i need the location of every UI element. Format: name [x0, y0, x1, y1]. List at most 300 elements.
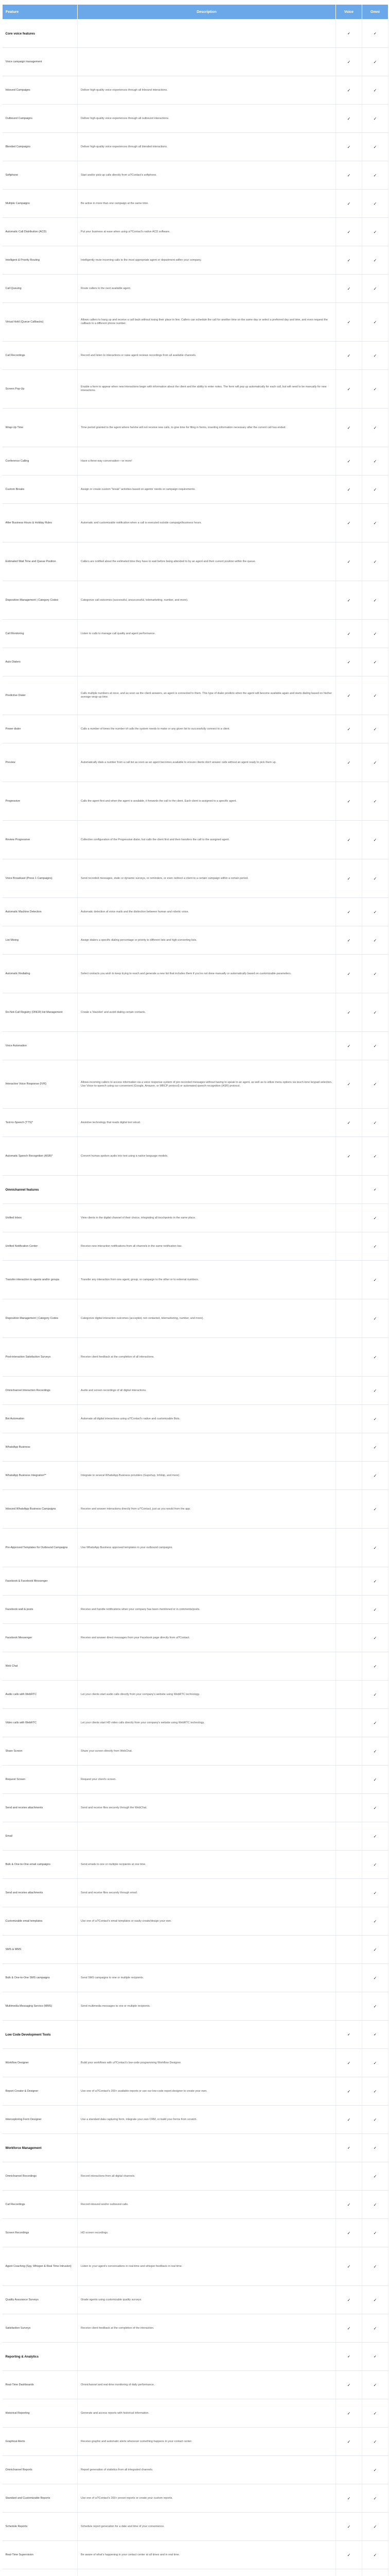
feature-description	[78, 1176, 336, 1204]
table-row	[3, 2247, 388, 2286]
feature-name: Historical Reporting	[3, 2399, 78, 2428]
feature-description: Use one of ui?Contact's email templates or easily create/design your own.	[78, 1907, 336, 1936]
feature-name: Screen Recordings	[3, 2219, 78, 2247]
feature-name: Inbound WhatsApp Business Campaigns	[3, 1490, 78, 1529]
table-row	[3, 1964, 388, 1992]
table-row	[3, 2219, 388, 2247]
table-row	[3, 2371, 388, 2399]
omni-check-icon: ✓	[362, 1907, 388, 1936]
feature-description: Be active in more than one campaign at the same time.	[78, 190, 336, 218]
feature-name: Voice campaign management	[3, 48, 78, 76]
voice-check-icon: ✓	[336, 821, 362, 859]
voice-check-icon: ✓	[336, 1060, 362, 1109]
table-row	[3, 48, 388, 76]
feature-name: Bulk & One-to-One email campaigns	[3, 1851, 78, 1879]
voice-check-icon	[336, 2569, 362, 2576]
feature-description: Schedule report generation for a date and time of your convenience.	[78, 2513, 336, 2541]
omni-check-icon: ✓	[362, 821, 388, 859]
feature-name: Satisfaction Surveys	[3, 2314, 78, 2343]
omni-check-icon: ✓	[362, 1794, 388, 1822]
voice-check-icon: ✓	[336, 2399, 362, 2428]
table-row	[3, 246, 388, 275]
voice-check-icon: ✓	[336, 543, 362, 581]
omni-check-icon: ✓	[362, 926, 388, 955]
feature-name: Omnichannel Recordings	[3, 2162, 78, 2191]
voice-check-icon	[336, 1567, 362, 1596]
table-row	[3, 620, 388, 648]
voice-check-icon	[336, 1338, 362, 1377]
omni-check-icon: ✓	[362, 1176, 388, 1204]
omni-check-icon: ✓	[362, 543, 388, 581]
feature-description: Use one of ui?Contact's 200+ available reports or use our low-code report designer to create your own.	[78, 2077, 336, 2106]
voice-check-icon: ✓	[336, 2191, 362, 2219]
feature-name: Transfer interaction to agents and/or groups	[3, 1261, 78, 1299]
omni-check-icon: ✓	[362, 1737, 388, 1766]
feature-description: Send and receive files securely through the WebChat.	[78, 1794, 336, 1822]
table-row	[3, 743, 388, 782]
omni-check-icon: ✓	[362, 1624, 388, 1652]
table-row	[3, 2456, 388, 2484]
voice-check-icon: ✓	[336, 2286, 362, 2314]
feature-name: Call Monitoring	[3, 620, 78, 648]
omni-check-icon: ✓	[362, 1766, 388, 1794]
feature-description: Listen to calls to manage call quality and agent performance.	[78, 620, 336, 648]
feature-description: Let your clients start HD video calls directly from your company's website using WebRTC technology.	[78, 1709, 336, 1737]
omni-check-icon: ✓	[362, 76, 388, 105]
table-row	[3, 782, 388, 821]
feature-description: Have a three-way conversation—or more!	[78, 447, 336, 476]
omni-check-icon: ✓	[362, 1338, 388, 1377]
voice-check-icon: ✓	[336, 76, 362, 105]
table-row	[3, 2399, 388, 2428]
feature-name: Voice Broadcast (Press 1 Campaigns)	[3, 859, 78, 898]
omni-check-icon: ✓	[362, 743, 388, 782]
table-row	[3, 2484, 388, 2513]
voice-check-icon: ✓	[336, 2077, 362, 2106]
omni-check-icon: ✓	[362, 1137, 388, 1176]
omni-check-icon: ✓	[362, 2049, 388, 2077]
feature-description	[78, 2134, 336, 2162]
omni-check-icon: ✓	[362, 1879, 388, 1907]
omni-check-icon: ✓	[362, 1490, 388, 1529]
table-row	[3, 1462, 388, 1490]
feature-name: Text-to-Speech (TTS)*	[3, 1109, 78, 1137]
voice-check-icon: ✓	[336, 648, 362, 676]
feature-name: Virtual Hold (Queue Callbacks)	[3, 303, 78, 342]
table-row	[3, 1681, 388, 1709]
table-row	[3, 926, 388, 955]
omni-check-icon: ✓	[362, 1109, 388, 1137]
voice-check-icon: ✓	[336, 476, 362, 504]
voice-check-icon	[336, 1964, 362, 1992]
table-row	[3, 1624, 388, 1652]
header-description: Description	[78, 5, 336, 20]
table-row	[3, 447, 388, 476]
table-row	[3, 648, 388, 676]
voice-check-icon	[336, 1377, 362, 1405]
feature-name: Web Chat	[3, 1652, 78, 1681]
table-row	[3, 1596, 388, 1624]
table-row	[3, 476, 388, 504]
omni-check-icon: ✓	[362, 1964, 388, 1992]
feature-description: Calls multiple numbers at once, and as soon as the client answers, an agent is connected to them. This type of dialer predicts when the agent will become available again and starts dialing based on his/her average wrap-up time.	[78, 676, 336, 715]
feature-description: Categorize call outcomes (successful, unsuccessful, telemarketing, number, and more).	[78, 581, 336, 620]
voice-check-icon: ✓	[336, 859, 362, 898]
feature-name: Preview	[3, 743, 78, 782]
feature-description: Receive client feedback at the completion of all interactions.	[78, 1338, 336, 1377]
feature-name: Intelligent & Priority Routing	[3, 246, 78, 275]
voice-check-icon: ✓	[336, 218, 362, 246]
omni-check-icon: ✓	[362, 342, 388, 370]
table-row	[3, 2049, 388, 2077]
omni-check-icon: ✓	[362, 1261, 388, 1299]
table-row	[3, 1377, 388, 1405]
feature-description: Calls a number of times the number of calls the system needs to make or any given list to successfully connect to a client.	[78, 715, 336, 743]
omni-check-icon: ✓	[362, 20, 388, 48]
feature-description	[78, 1936, 336, 1964]
voice-check-icon	[336, 1462, 362, 1490]
header-feature: Feature	[3, 5, 78, 20]
feature-description: Request your client's screen.	[78, 1766, 336, 1794]
feature-description	[78, 1567, 336, 1596]
table-row	[3, 1851, 388, 1879]
feature-description	[78, 48, 336, 76]
voice-check-icon	[336, 2456, 362, 2484]
feature-name: Customizable email templates	[3, 1907, 78, 1936]
feature-name: Interactive Voice Response (IVR)	[3, 1060, 78, 1109]
table-row	[3, 161, 388, 190]
feature-name: Disposition Management | Category Codes	[3, 1299, 78, 1338]
feature-description: Route callers to the next available agent.	[78, 275, 336, 303]
feature-description: Generate and access reports with historical information.	[78, 2399, 336, 2428]
voice-check-icon	[336, 1992, 362, 2021]
voice-check-icon	[336, 1879, 362, 1907]
feature-name: Audio calls with WebRTC	[3, 1681, 78, 1709]
table-row	[3, 190, 388, 218]
feature-name: Voice Automation	[3, 1032, 78, 1060]
table-row	[3, 409, 388, 447]
omni-check-icon: ✓	[362, 190, 388, 218]
feature-description: Select contacts you wish to keep trying to reach and generate a new list that includes them if you've not done manually or automatically based on customizable parameters.	[78, 955, 336, 993]
voice-check-icon	[336, 1299, 362, 1338]
voice-check-icon: ✓	[336, 2513, 362, 2541]
feature-name: Real-Time Dashboards	[3, 2371, 78, 2399]
voice-check-icon: ✓	[336, 190, 362, 218]
voice-check-icon	[336, 1766, 362, 1794]
table-row	[3, 1204, 388, 1232]
feature-description: Calls the agent first and when the agent is available, it forwards the call to the client. Each client is assigned to a specific agent.	[78, 782, 336, 821]
omni-check-icon: ✓	[362, 1232, 388, 1261]
section-title: Reporting & Analytics	[3, 2343, 78, 2371]
voice-check-icon: ✓	[336, 2219, 362, 2247]
feature-name: Graphical Alerts	[3, 2428, 78, 2456]
voice-check-icon: ✓	[336, 581, 362, 620]
omni-check-icon: ✓	[362, 2371, 388, 2399]
voice-check-icon	[336, 1737, 362, 1766]
omni-check-icon: ✓	[362, 620, 388, 648]
table-row	[3, 105, 388, 133]
voice-check-icon: ✓	[336, 342, 362, 370]
table-row	[3, 1709, 388, 1737]
voice-check-icon: ✓	[336, 2134, 362, 2162]
voice-check-icon: ✓	[336, 2314, 362, 2343]
feature-description: Assistive technology that reads digital text aloud.	[78, 1109, 336, 1137]
feature-description: Send emails to one or multiple recipients at one time.	[78, 1851, 336, 1879]
feature-name: Email	[3, 1822, 78, 1851]
voice-check-icon: ✓	[336, 370, 362, 409]
omni-check-icon: ✓	[362, 715, 388, 743]
omni-check-icon: ✓	[362, 2191, 388, 2219]
table-row	[3, 1338, 388, 1377]
table-row	[3, 1652, 388, 1681]
header-plan-voice: Voice	[336, 5, 362, 20]
voice-check-icon: ✓	[336, 2371, 362, 2399]
feature-description: Receive graphic and automatic alerts whenever something happens in your contact center.	[78, 2428, 336, 2456]
table-row	[3, 1490, 388, 1529]
feature-description	[78, 2569, 336, 2576]
table-row	[3, 1032, 388, 1060]
feature-name: Automatic Call Distribution (ACD)	[3, 218, 78, 246]
feature-description: Report generation of statistics from all integrated channels.	[78, 2456, 336, 2484]
voice-check-icon: ✓	[336, 898, 362, 926]
feature-description: Share your screen directly from WebChat.	[78, 1737, 336, 1766]
table-row	[3, 1529, 388, 1567]
omni-check-icon: ✓	[362, 898, 388, 926]
feature-name: Call Queuing	[3, 275, 78, 303]
table-header-row	[3, 5, 388, 20]
feature-name: Interceptoring Form Designer	[3, 2106, 78, 2134]
feature-description: Automatic and customizable notification when a call is executed outside campaign/business hours.	[78, 504, 336, 543]
voice-check-icon: ✓	[336, 409, 362, 447]
voice-check-icon	[336, 2162, 362, 2191]
voice-check-icon	[336, 1681, 362, 1709]
table-row	[3, 1405, 388, 1433]
voice-check-icon: ✓	[336, 275, 362, 303]
omni-check-icon: ✓	[362, 303, 388, 342]
voice-check-icon	[336, 1232, 362, 1261]
voice-check-icon	[336, 1822, 362, 1851]
voice-check-icon: ✓	[336, 105, 362, 133]
feature-description: Collective configuration of the Progressive dialer, but calls the client first and then transfers the call to the assigned agent.	[78, 821, 336, 859]
voice-check-icon	[336, 1204, 362, 1232]
table-row	[3, 1299, 388, 1338]
voice-check-icon	[336, 1851, 362, 1879]
feature-description: Deliver high-quality voice experiences through all Inbound interactions.	[78, 76, 336, 105]
feature-description: Use one of ui?Contact's 200+ preset reports or create your custom reports.	[78, 2484, 336, 2513]
omni-check-icon: ✓	[362, 1567, 388, 1596]
voice-check-icon	[336, 1261, 362, 1299]
voice-check-icon: ✓	[336, 2106, 362, 2134]
feature-name: Auto Dialers	[3, 648, 78, 676]
table-row	[3, 2569, 388, 2576]
table-row	[3, 1737, 388, 1766]
voice-check-icon: ✓	[336, 1109, 362, 1137]
feature-description: Send and receive files securely through email.	[78, 1879, 336, 1907]
omni-check-icon: ✓	[362, 246, 388, 275]
feature-name: Facebook wall & posts	[3, 1596, 78, 1624]
feature-description: Callers are notified about the estimated time they have to wait before being attended to by an agent and their current position within the queue.	[78, 543, 336, 581]
feature-name: Softphone	[3, 161, 78, 190]
voice-check-icon	[336, 1907, 362, 1936]
omni-check-icon: ✓	[362, 409, 388, 447]
feature-description: Omnichannel and real-time monitoring of daily performance.	[78, 2371, 336, 2399]
omni-check-icon: ✓	[362, 1681, 388, 1709]
omni-check-icon: ✓	[362, 1936, 388, 1964]
feature-description: Automatic detection of voice mails and the distinction between human and robotic voice.	[78, 898, 336, 926]
feature-description	[78, 648, 336, 676]
feature-description: Receive client feedback at the completion of the interaction.	[78, 2314, 336, 2343]
feature-description: Categorize digital interaction outcomes (accepted, not contacted, telemarketing, number, and more).	[78, 1299, 336, 1338]
feature-name: Omnichannel Interaction Recordings	[3, 1377, 78, 1405]
voice-check-icon: ✓	[336, 715, 362, 743]
feature-name: Request Screen	[3, 1766, 78, 1794]
feature-name: Send and receive attachments	[3, 1794, 78, 1822]
feature-description: Allows incoming callers to access information via a voice response system of pre-recorded messages without having to speak to an agent, as well as to utilize menu options via touch-tone keypad selection. Use Voice-to-speech using our convenient (Google, Amazon, or MRCP protocol) or automated speech recognition (ASR) protocol.	[78, 1060, 336, 1109]
feature-name: Facebook & Facebook Messenger	[3, 1567, 78, 1596]
table-row	[3, 1109, 388, 1137]
omni-check-icon: ✓	[362, 133, 388, 161]
table-row	[3, 1232, 388, 1261]
feature-name: Predictive Dialer	[3, 676, 78, 715]
voice-check-icon: ✓	[336, 782, 362, 821]
header-plan-omni: Omni	[362, 5, 388, 20]
feature-name: Unified Notification Center	[3, 1232, 78, 1261]
voice-check-icon	[336, 1709, 362, 1737]
table-row	[3, 898, 388, 926]
table-row	[3, 370, 388, 409]
omni-check-icon: ✓	[362, 2343, 388, 2371]
section-row	[3, 2021, 388, 2049]
omni-check-icon: ✓	[362, 504, 388, 543]
feature-name: Blended Campaigns	[3, 133, 78, 161]
feature-description: Deliver high-quality voice experiences through all blended interactions.	[78, 133, 336, 161]
omni-check-icon: ✓	[362, 1529, 388, 1567]
feature-description	[78, 2021, 336, 2049]
omni-check-icon: ✓	[362, 105, 388, 133]
feature-name: Report Creator & Designer	[3, 2077, 78, 2106]
omni-check-icon: ✓	[362, 370, 388, 409]
omni-check-icon: ✓	[362, 1405, 388, 1433]
feature-name: Workflow Designer	[3, 2049, 78, 2077]
feature-description: Let your clients start audio calls directly from your company's website using WebRTC technology.	[78, 1681, 336, 1709]
feature-description: Listen to your agent's conversations in real-time and whisper feedback in real time.	[78, 2247, 336, 2286]
voice-check-icon: ✓	[336, 743, 362, 782]
feature-name: Omnichannel Reports	[3, 2456, 78, 2484]
omni-check-icon: ✓	[362, 2286, 388, 2314]
table-row	[3, 2286, 388, 2314]
feature-name: Send and receive attachments	[3, 1879, 78, 1907]
voice-check-icon	[336, 1794, 362, 1822]
omni-check-icon: ✓	[362, 859, 388, 898]
table-row	[3, 1137, 388, 1176]
feature-description: Receive and handle notifications when your company has been mentioned or in comments/posts.	[78, 1596, 336, 1624]
feature-description: Audio and screen recordings of all digital interactions.	[78, 1377, 336, 1405]
feature-description: Receive and answer direct messages from your Facebook page directly from ui?Contact.	[78, 1624, 336, 1652]
table-row	[3, 543, 388, 581]
feature-comparison-table	[2, 4, 388, 2576]
table-row	[3, 2314, 388, 2343]
feature-description: Integrate to several WhatsApp Business providers (Gupshup, Infobip, and more).	[78, 1462, 336, 1490]
feature-description: Record inbound and/or outbound calls.	[78, 2191, 336, 2219]
feature-name: WhatsApp Business Integration**	[3, 1462, 78, 1490]
section-row	[3, 1176, 388, 1204]
omni-check-icon: ✓	[362, 2106, 388, 2134]
section-title: Workforce Management	[3, 2134, 78, 2162]
omni-check-icon: ✓	[362, 2484, 388, 2513]
voice-check-icon: ✓	[336, 447, 362, 476]
feature-description: Grade agents using customizable quality surveys.	[78, 2286, 336, 2314]
omni-check-icon: ✓	[362, 1596, 388, 1624]
table-row	[3, 133, 388, 161]
voice-check-icon: ✓	[336, 1137, 362, 1176]
section-row	[3, 20, 388, 48]
voice-check-icon	[336, 1433, 362, 1462]
feature-name: Progressive	[3, 782, 78, 821]
feature-description: Create a 'blacklist' and avoid dialing certain contacts.	[78, 993, 336, 1032]
feature-name: Pre-Approved Templates for Outbound Campaigns	[3, 1529, 78, 1567]
feature-description	[78, 1032, 336, 1060]
feature-description	[78, 1652, 336, 1681]
feature-name: Outbound Campaigns	[3, 105, 78, 133]
omni-check-icon: ✓	[362, 2541, 388, 2569]
section-title: Core voice features	[3, 20, 78, 48]
omni-check-icon: ✓	[362, 2456, 388, 2484]
table-row	[3, 342, 388, 370]
table-row	[3, 1567, 388, 1596]
omni-check-icon: ✓	[362, 2314, 388, 2343]
feature-description: Deliver high-quality voice experiences through all outbound interactions.	[78, 105, 336, 133]
omni-check-icon: ✓	[362, 1851, 388, 1879]
omni-check-icon: ✓	[362, 1652, 388, 1681]
feature-name: Wrap-Up Time	[3, 409, 78, 447]
omni-check-icon: ✓	[362, 161, 388, 190]
table-row	[3, 1060, 388, 1109]
feature-description	[78, 20, 336, 48]
omni-check-icon: ✓	[362, 1992, 388, 2021]
omni-check-icon: ✓	[362, 447, 388, 476]
table-row	[3, 1766, 388, 1794]
feature-description: Send recorded messages, static or dynamic surveys, or reminders, or even redirect a client to a certain campaign within a certain period.	[78, 859, 336, 898]
feature-description: Receive new interaction notifications from all channels in the same notification bar.	[78, 1232, 336, 1261]
voice-check-icon	[336, 1529, 362, 1567]
voice-check-icon: ✓	[336, 2049, 362, 2077]
table-row	[3, 1433, 388, 1462]
feature-name: Quality Assurance Surveys	[3, 2286, 78, 2314]
feature-name: Automatic Redialing	[3, 955, 78, 993]
feature-name: Post-interaction Satisfaction Surveys	[3, 1338, 78, 1377]
table-row	[3, 859, 388, 898]
feature-name: Call Recordings	[3, 2191, 78, 2219]
feature-name: Estimated Wait Time and Queue Position	[3, 543, 78, 581]
table-row	[3, 2106, 388, 2134]
feature-name: Call Recordings	[3, 342, 78, 370]
feature-name: Screen Pop-Up	[3, 370, 78, 409]
voice-check-icon	[336, 1405, 362, 1433]
omni-check-icon: ✓	[362, 955, 388, 993]
feature-name	[3, 2569, 78, 2576]
feature-description: Start and/or pick-up calls directly from ui?Contact's softphone.	[78, 161, 336, 190]
omni-check-icon: ✓	[362, 648, 388, 676]
voice-check-icon	[336, 1936, 362, 1964]
feature-name: Bulk & One-to-One SMS campaigns	[3, 1964, 78, 1992]
voice-check-icon: ✓	[336, 2343, 362, 2371]
feature-description: Enable a form to appear when new interactions begin with information about the client and the ability to enter notes. The form will pop up automatically for each call, but will need to be manually for new interactions.	[78, 370, 336, 409]
feature-name: Custom Breaks	[3, 476, 78, 504]
feature-name: WhatsApp Business	[3, 1433, 78, 1462]
omni-check-icon: ✓	[362, 2021, 388, 2049]
feature-description: Send multimedia messages to one or multiple recipients.	[78, 1992, 336, 2021]
feature-name: Inbound Campaigns	[3, 76, 78, 105]
